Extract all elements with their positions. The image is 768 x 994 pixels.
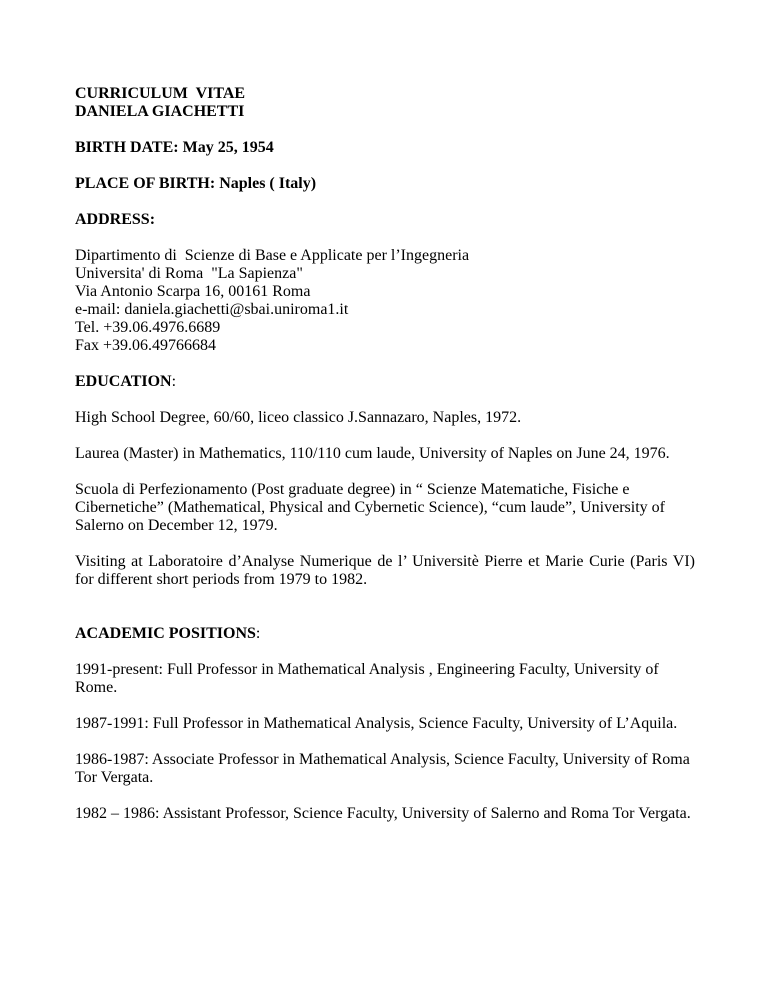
- birth-date: BIRTH DATE: May 25, 1954: [75, 139, 274, 156]
- title-line-1: CURRICULUM VITAE: [75, 85, 246, 102]
- academic-positions-heading: [75, 625, 695, 643]
- address-line-email: e-mail: daniela.giachetti@sbai.uniroma1.it: [75, 301, 349, 318]
- address-block: [75, 247, 695, 355]
- place-of-birth: PLACE OF BIRTH: Naples ( Italy): [75, 175, 317, 192]
- cv-document: [75, 85, 695, 823]
- education-heading: [75, 373, 695, 391]
- academic-positions-heading-colon: :: [255, 625, 261, 642]
- education-heading-label: EDUCATION: [75, 373, 172, 390]
- position-item: 1986-1987: Associate Professor in Mathematical Analysis, Science Faculty, University of Roma Tor Vergata.: [75, 751, 690, 786]
- address-line-university: Universita' di Roma "La Sapienza": [75, 265, 303, 282]
- education-item: Visiting at Laboratoire d’Analyse Numerique de l’ Universitè Pierre et Marie Curie (Paris VI) for different short periods from 1979 to 1982.: [75, 553, 695, 588]
- education-heading-colon: :: [171, 373, 177, 390]
- education-item: Laurea (Master) in Mathematics, 110/110 cum laude, University of Naples on June 24, 1976.: [75, 445, 670, 462]
- address-line-street: Via Antonio Scarpa 16, 00161 Roma: [75, 283, 311, 300]
- position-item: 1982 – 1986: Assistant Professor, Science Faculty, University of Salerno and Roma Tor Vergata.: [75, 805, 691, 822]
- position-item: 1991-present: Full Professor in Mathematical Analysis , Engineering Faculty, University of Rome.: [75, 661, 659, 696]
- education-item: Scuola di Perfezionamento (Post graduate degree) in “ Scienze Matematiche, Fisiche e Cibernetiche” (Mathematical, Physical and Cybernetic Science), “cum laude”, University of Salerno on December 12, 1979.: [75, 481, 665, 534]
- position-item: 1987-1991: Full Professor in Mathematical Analysis, Science Faculty, University of L’Aquila.: [75, 715, 678, 732]
- academic-positions-heading-label: ACADEMIC POSITIONS: [75, 625, 256, 642]
- address-line-phone: Tel. +39.06.4976.6689: [75, 319, 221, 336]
- title-line-2: DANIELA GIACHETTI: [75, 103, 245, 120]
- education-item: High School Degree, 60/60, liceo classico J.Sannazaro, Naples, 1972.: [75, 409, 522, 426]
- cv-title: [75, 85, 695, 121]
- address-heading: ADDRESS:: [75, 211, 156, 228]
- address-line-fax: Fax +39.06.49766684: [75, 337, 217, 354]
- address-line-department: Dipartimento di Scienze di Base e Applicate per l’Ingegneria: [75, 247, 470, 264]
